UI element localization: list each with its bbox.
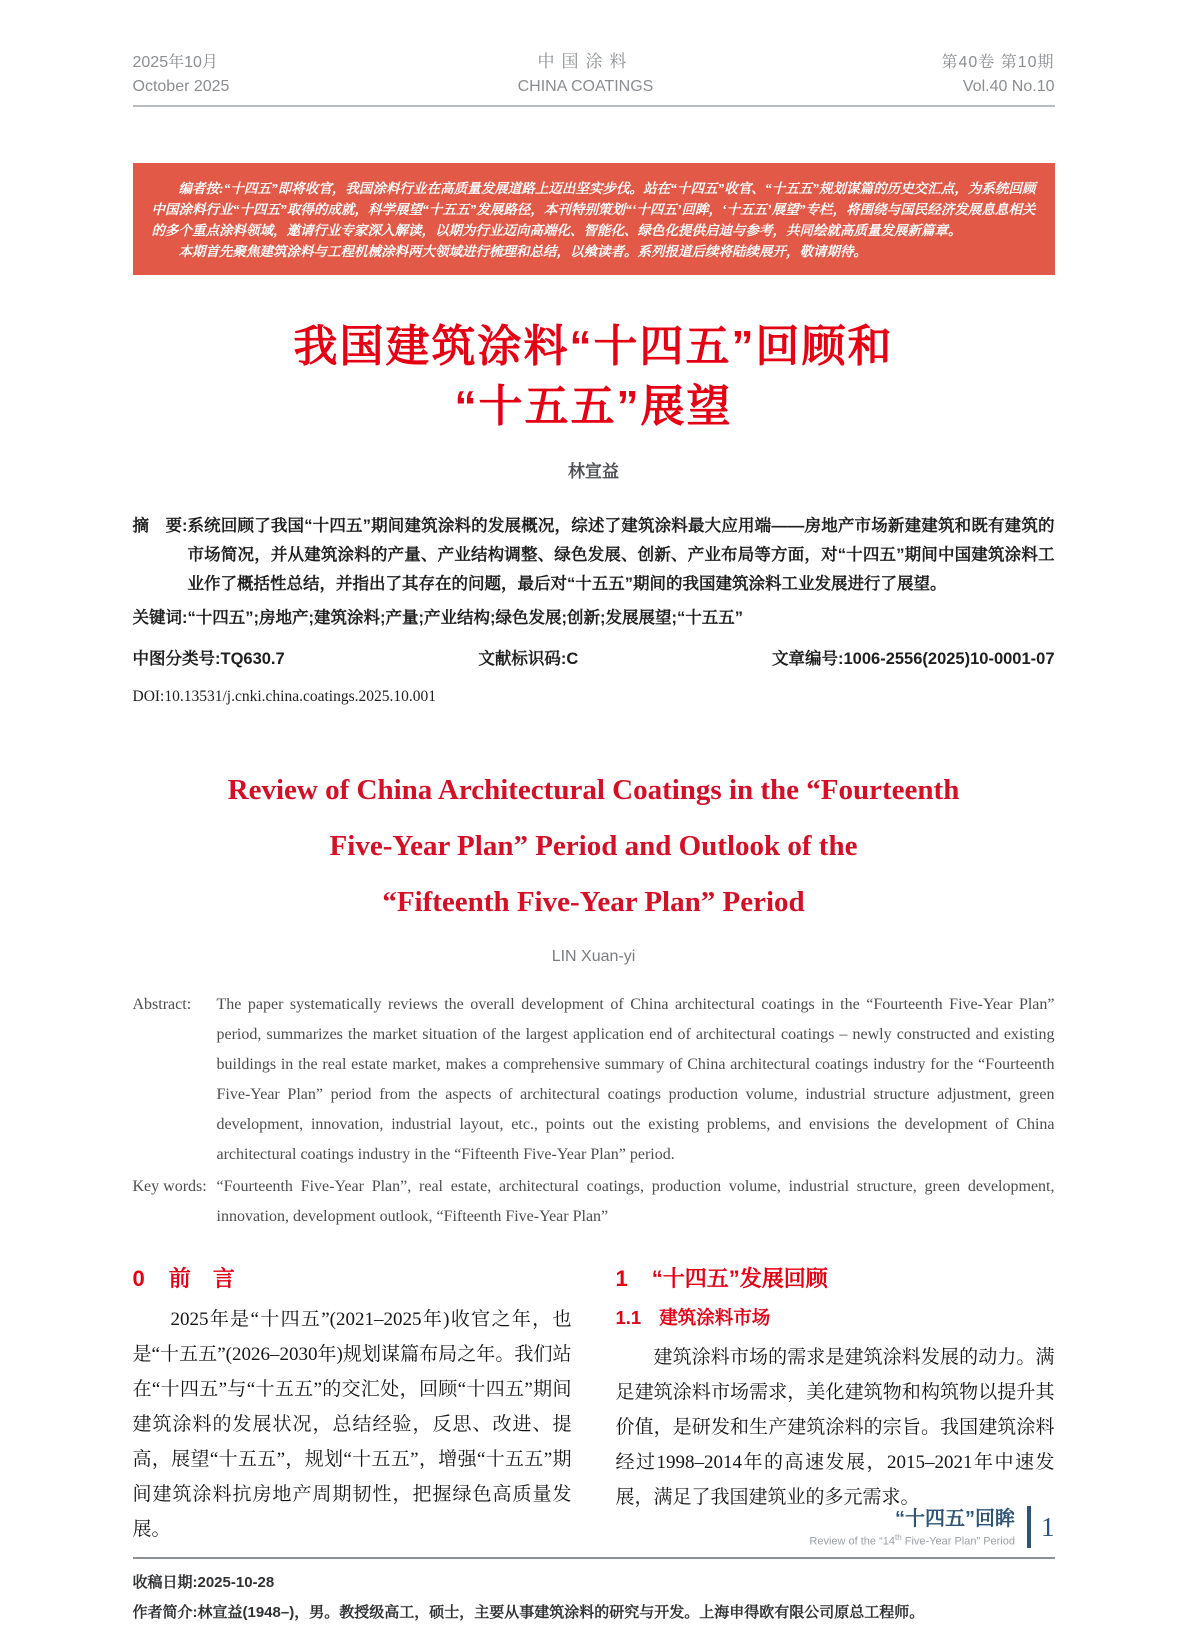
- section-1-heading: [616, 1266, 1055, 1292]
- column-banner-en-sup: th: [895, 1532, 902, 1542]
- classification-row: [133, 645, 1055, 674]
- received-date: 收稿日期:2025-10-28: [132, 1574, 275, 1592]
- header-issue: [941, 51, 1054, 97]
- keywords-cn-text: “十四五”;房地产;建筑涂料;产量;产业结构;绿色发展;创新;发展展望;“十五五”: [187, 608, 743, 627]
- column-banner-en-post: Five-Year Plan” Period: [901, 1535, 1015, 1548]
- abstract-en: [133, 990, 1055, 1170]
- section-0-paragraph: 2025年是“十四五”(2021–2025年)收官之年，也是“十五五”(2026–2030年)规划谋篇布局之年。我们站在“十四五”与“十五五”的交汇处，回顾“十四五”期间建筑涂料的发展状况，总结经验，反思、改进、提高，展望“十五五”，规划“十五五”，增强“十五五”期间建筑涂料抗房地产周期韧性，把握绿色高质量发展。: [132, 1309, 572, 1541]
- footer-divider-bar: [1027, 1506, 1031, 1548]
- footnote-block: [133, 1557, 1055, 1628]
- editor-note-box: [133, 163, 1055, 275]
- keywords-en: [133, 1172, 1055, 1232]
- keywords-en-label: Key words:: [132, 1177, 207, 1195]
- article-id: 文章编号:1006-2556(2025)10-0001-07: [772, 649, 1055, 668]
- section-1-1-heading: [616, 1304, 1055, 1330]
- left-column: [133, 1266, 572, 1547]
- abstract-cn-text: 系统回顾了我国“十四五”期间建筑涂料的发展概况，综述了建筑涂料最大应用端——房地产市场新建建筑和既有建筑的市场简况，并从建筑涂料的产量、产业结构调整、绿色发展、创新、产业布局等方面，对“十四五”期间中国建筑涂料工业作了概括性总结，并指出了其存在的问题，最后对“十五五”期间的我国建筑涂料工业发展进行了展望。: [187, 516, 1055, 593]
- editor-note-paragraph-1: 编者按:“十四五”即将收官，我国涂料行业在高质量发展道路上迈出坚实步伐。站在“十四五”收官、“十五五”规划谋篇的历史交汇点，为系统回顾中国涂料行业“十四五”取得的成就，科学展望“十五五”发展路径，本刊特别策划“‘十四五’回眸，‘十五五’展望”专栏，将围绕与国民经济发展息息相关的多个重点涂料领域，邀请行业专家深入解读，以期为行业迈向高端化、智能化、绿色化提供启迪与参考，共同绘就高质量发展新篇章。: [151, 180, 1036, 238]
- body-columns: [133, 1266, 1055, 1547]
- journal-name-cn: 中国涂料: [537, 52, 634, 71]
- author-bio: 作者简介:林宣益(1948–)，男。教授级高工，硕士，主要从事建筑涂料的研究与开发。上海申得欧有限公司原总工程师。: [132, 1604, 925, 1622]
- abstract-en-label: Abstract:: [132, 995, 192, 1013]
- section-0-number: 0: [132, 1265, 145, 1291]
- journal-header: [133, 50, 1055, 107]
- section-1-1-number: 1.1: [615, 1307, 642, 1329]
- section-1-number: 1: [615, 1265, 628, 1291]
- keywords-cn-label: 关键词:: [132, 608, 188, 627]
- article-title-en-line1: Review of China Architectural Coatings in the “Fourteenth: [227, 773, 960, 806]
- header-date-cn: 2025年10月: [132, 54, 218, 72]
- right-column: [616, 1266, 1055, 1547]
- column-banner-en-pre: Review of the “14: [809, 1535, 895, 1548]
- abstract-cn: [133, 512, 1055, 599]
- article-title-cn-line2: “十五五”展望: [454, 381, 733, 431]
- column-banner-cn: “十四五”回眸: [895, 1507, 1015, 1530]
- issue-en: Vol.40 No.10: [962, 77, 1055, 95]
- section-1-1-title: 建筑涂料市场: [659, 1307, 771, 1329]
- journal-page: [132, 0, 1055, 1622]
- header-journal-name: [518, 50, 654, 98]
- section-1-1-paragraph: 建筑涂料市场的需求是建筑涂料发展的动力。满足建筑涂料市场需求，美化建筑物和构筑物以提升其价值，是研发和生产建筑涂料的宗旨。我国建筑涂料经过1998–2014年的高速发展，2015–2021年中速发展，满足了我国建筑业的多元需求。: [615, 1347, 1055, 1509]
- section-0-title: 前 言: [168, 1265, 235, 1291]
- clc-number: 中图分类号:TQ630.7: [132, 649, 285, 668]
- journal-name-en: CHINA COATINGS: [517, 77, 654, 95]
- article-title-en: [133, 762, 1055, 930]
- issue-cn: 第40卷 第10期: [941, 54, 1055, 72]
- article-title-cn-line1: 我国建筑涂料“十四五”回顾和: [293, 321, 894, 371]
- doi: DOI:10.13531/j.cnki.china.coatings.2025.10.001: [132, 687, 436, 705]
- header-date-en: October 2025: [132, 77, 230, 95]
- header-date: [133, 51, 230, 97]
- abstract-cn-label: 摘 要:: [132, 516, 188, 535]
- page-number: 1: [1041, 1511, 1055, 1542]
- article-title-en-line3: “Fifteenth Five-Year Plan” Period: [382, 885, 805, 918]
- section-1-title: “十四五”发展回顾: [651, 1265, 828, 1291]
- editor-note-paragraph-2: 本期首先聚焦建筑涂料与工程机械涂料两大领域进行梳理和总结，以飨读者。系列报道后续将陆续展开，敬请期待。: [178, 243, 867, 259]
- column-banner-en: [809, 1533, 1015, 1548]
- column-banner: [809, 1507, 1015, 1548]
- article-title-en-line2: Five-Year Plan” Period and Outlook of the: [329, 829, 858, 862]
- document-code: 文献标识码:C: [478, 649, 579, 668]
- keywords-cn: [133, 604, 1055, 633]
- article-title-cn: [133, 317, 1055, 437]
- keywords-en-text: “Fourteenth Five-Year Plan”, real estate, architectural coatings, production volume, industrial structure, green development, innovation, development outlook, “Fifteenth Five-Year Plan”: [216, 1177, 1055, 1225]
- author-name-en: LIN Xuan-yi: [551, 947, 636, 965]
- page-footer: [809, 1506, 1054, 1548]
- section-0-heading: [133, 1266, 572, 1292]
- author-name-cn: 林宣益: [568, 461, 619, 481]
- abstract-en-text: The paper systematically reviews the overall development of China architectural coatings in the “Fourteenth Five-Year Plan” period, summarizes the market situation of the largest application end of architectural coatings – newly constructed and existing buildings in the real estate market, makes a comprehensive summary of China architectural coatings industry for the “Fourteenth Five-Year Plan” period from the aspects of architectural coatings production volume, industrial structure adjustment, green development, innovation, industrial layout, etc., points out the existing problems, and envisions the development of China architectural coatings industry in the “Fifteenth Five-Year Plan” period.: [216, 995, 1055, 1163]
